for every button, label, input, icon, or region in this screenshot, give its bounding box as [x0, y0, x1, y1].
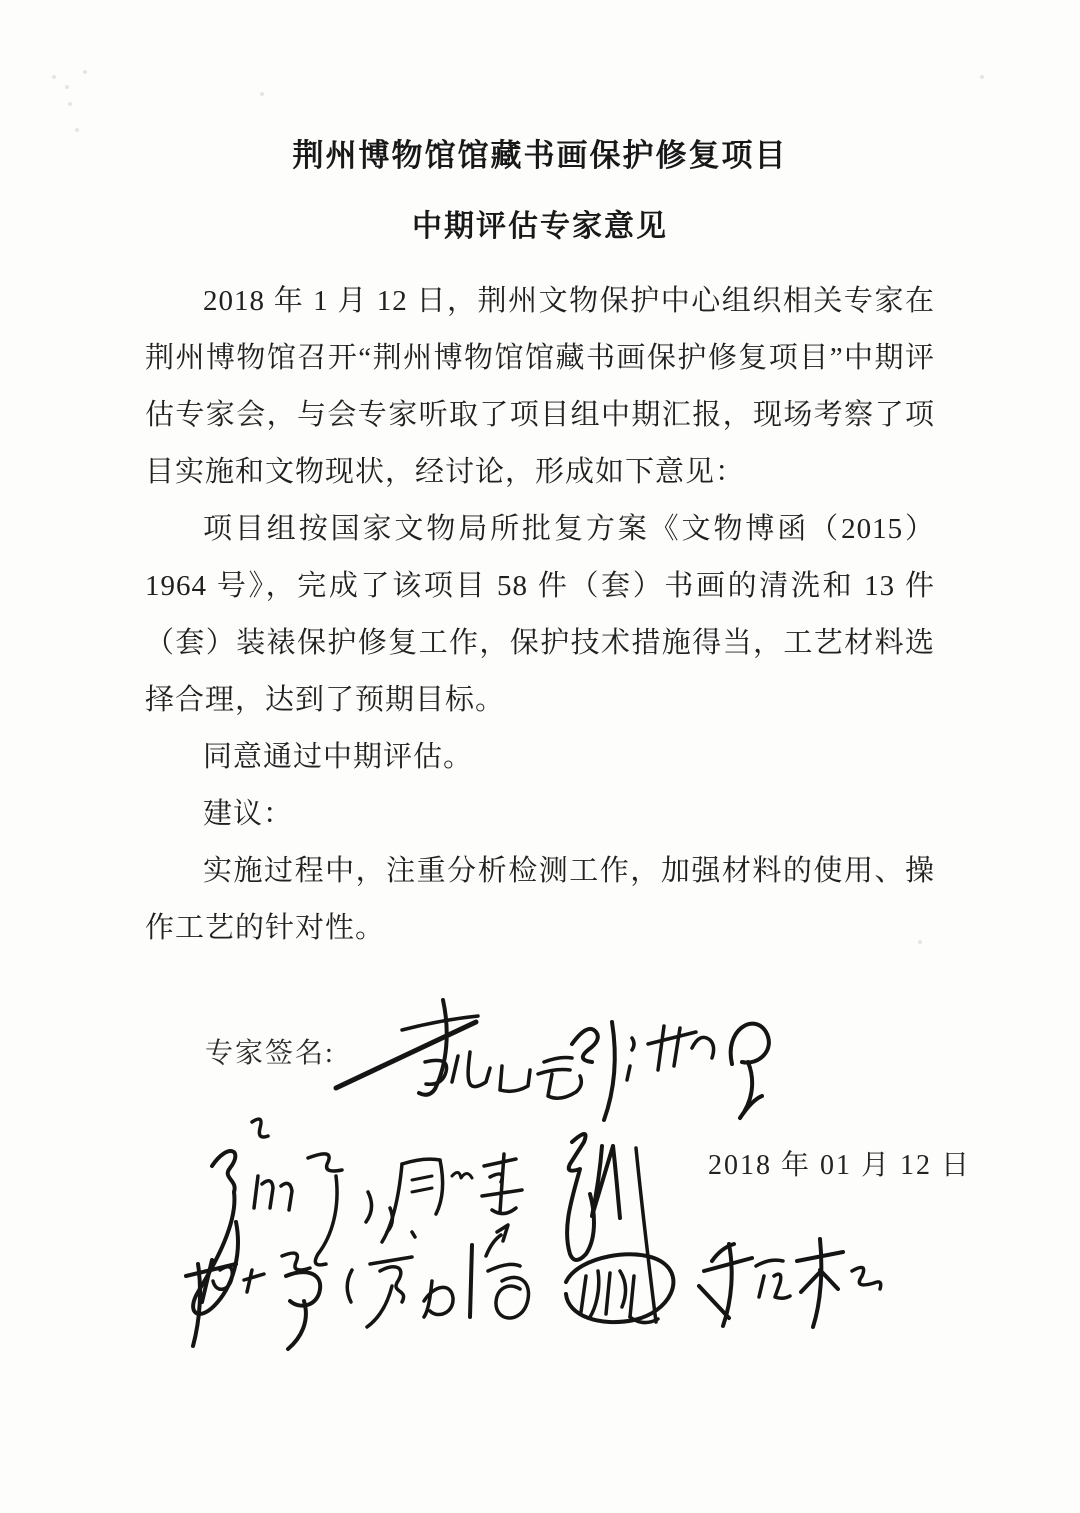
document-body — [145, 130, 935, 957]
signature-1-handwriting — [336, 1000, 581, 1098]
document-date: 2018 年 01 月 12 日 — [708, 1150, 972, 1181]
signature-2-handwriting — [572, 1022, 769, 1120]
signature-9-handwriting — [699, 1239, 881, 1327]
signature-label: 专家签名: — [205, 1038, 335, 1069]
scan-speck — [65, 85, 69, 89]
paragraph-5: 实施过程中，注重分析检测工作，加强材料的使用、操作工艺的针对性。 — [145, 855, 935, 944]
scan-speck — [52, 75, 56, 79]
handwritten-signatures — [140, 970, 940, 1370]
paragraph-4: 建议： — [203, 798, 294, 830]
scan-speck — [75, 128, 79, 132]
paragraph-3: 同意通过中期评估。 — [203, 741, 474, 773]
document-subtitle: 中期评估专家意见 — [412, 210, 668, 243]
signature-8-handwriting — [566, 1254, 673, 1322]
paragraph-1: 2018 年 1 月 12 日，荆州文物保护中心组织相关专家在荆州博物馆召开“荆州博物馆馆藏书画保护修复项目”中期评估专家会，与会专家听取了项目组中期汇报，现场考察了项目实施和文物现状，经讨论，形成如下意见： — [145, 285, 935, 488]
signature-5-handwriting — [567, 1134, 656, 1322]
signature-3-handwriting — [193, 1119, 415, 1314]
document-title: 荆州博物馆馆藏书画保护修复项目 — [292, 138, 788, 173]
scan-speck — [980, 75, 984, 79]
paragraph-2: 项目组按国家文物局所批复方案《文物博函（2015）1964 号》，完成了该项目 58 件（套）书画的清洗和 13 件（套）装裱保护修复工作，保护技术措施得当，工艺材料选择合理，达到了预期目标。 — [145, 513, 935, 716]
scan-speck — [83, 70, 87, 74]
scan-speck — [68, 102, 72, 106]
signature-7-handwriting — [347, 1225, 528, 1327]
scan-speck — [260, 92, 264, 96]
signature-6-handwriting — [186, 1253, 320, 1349]
